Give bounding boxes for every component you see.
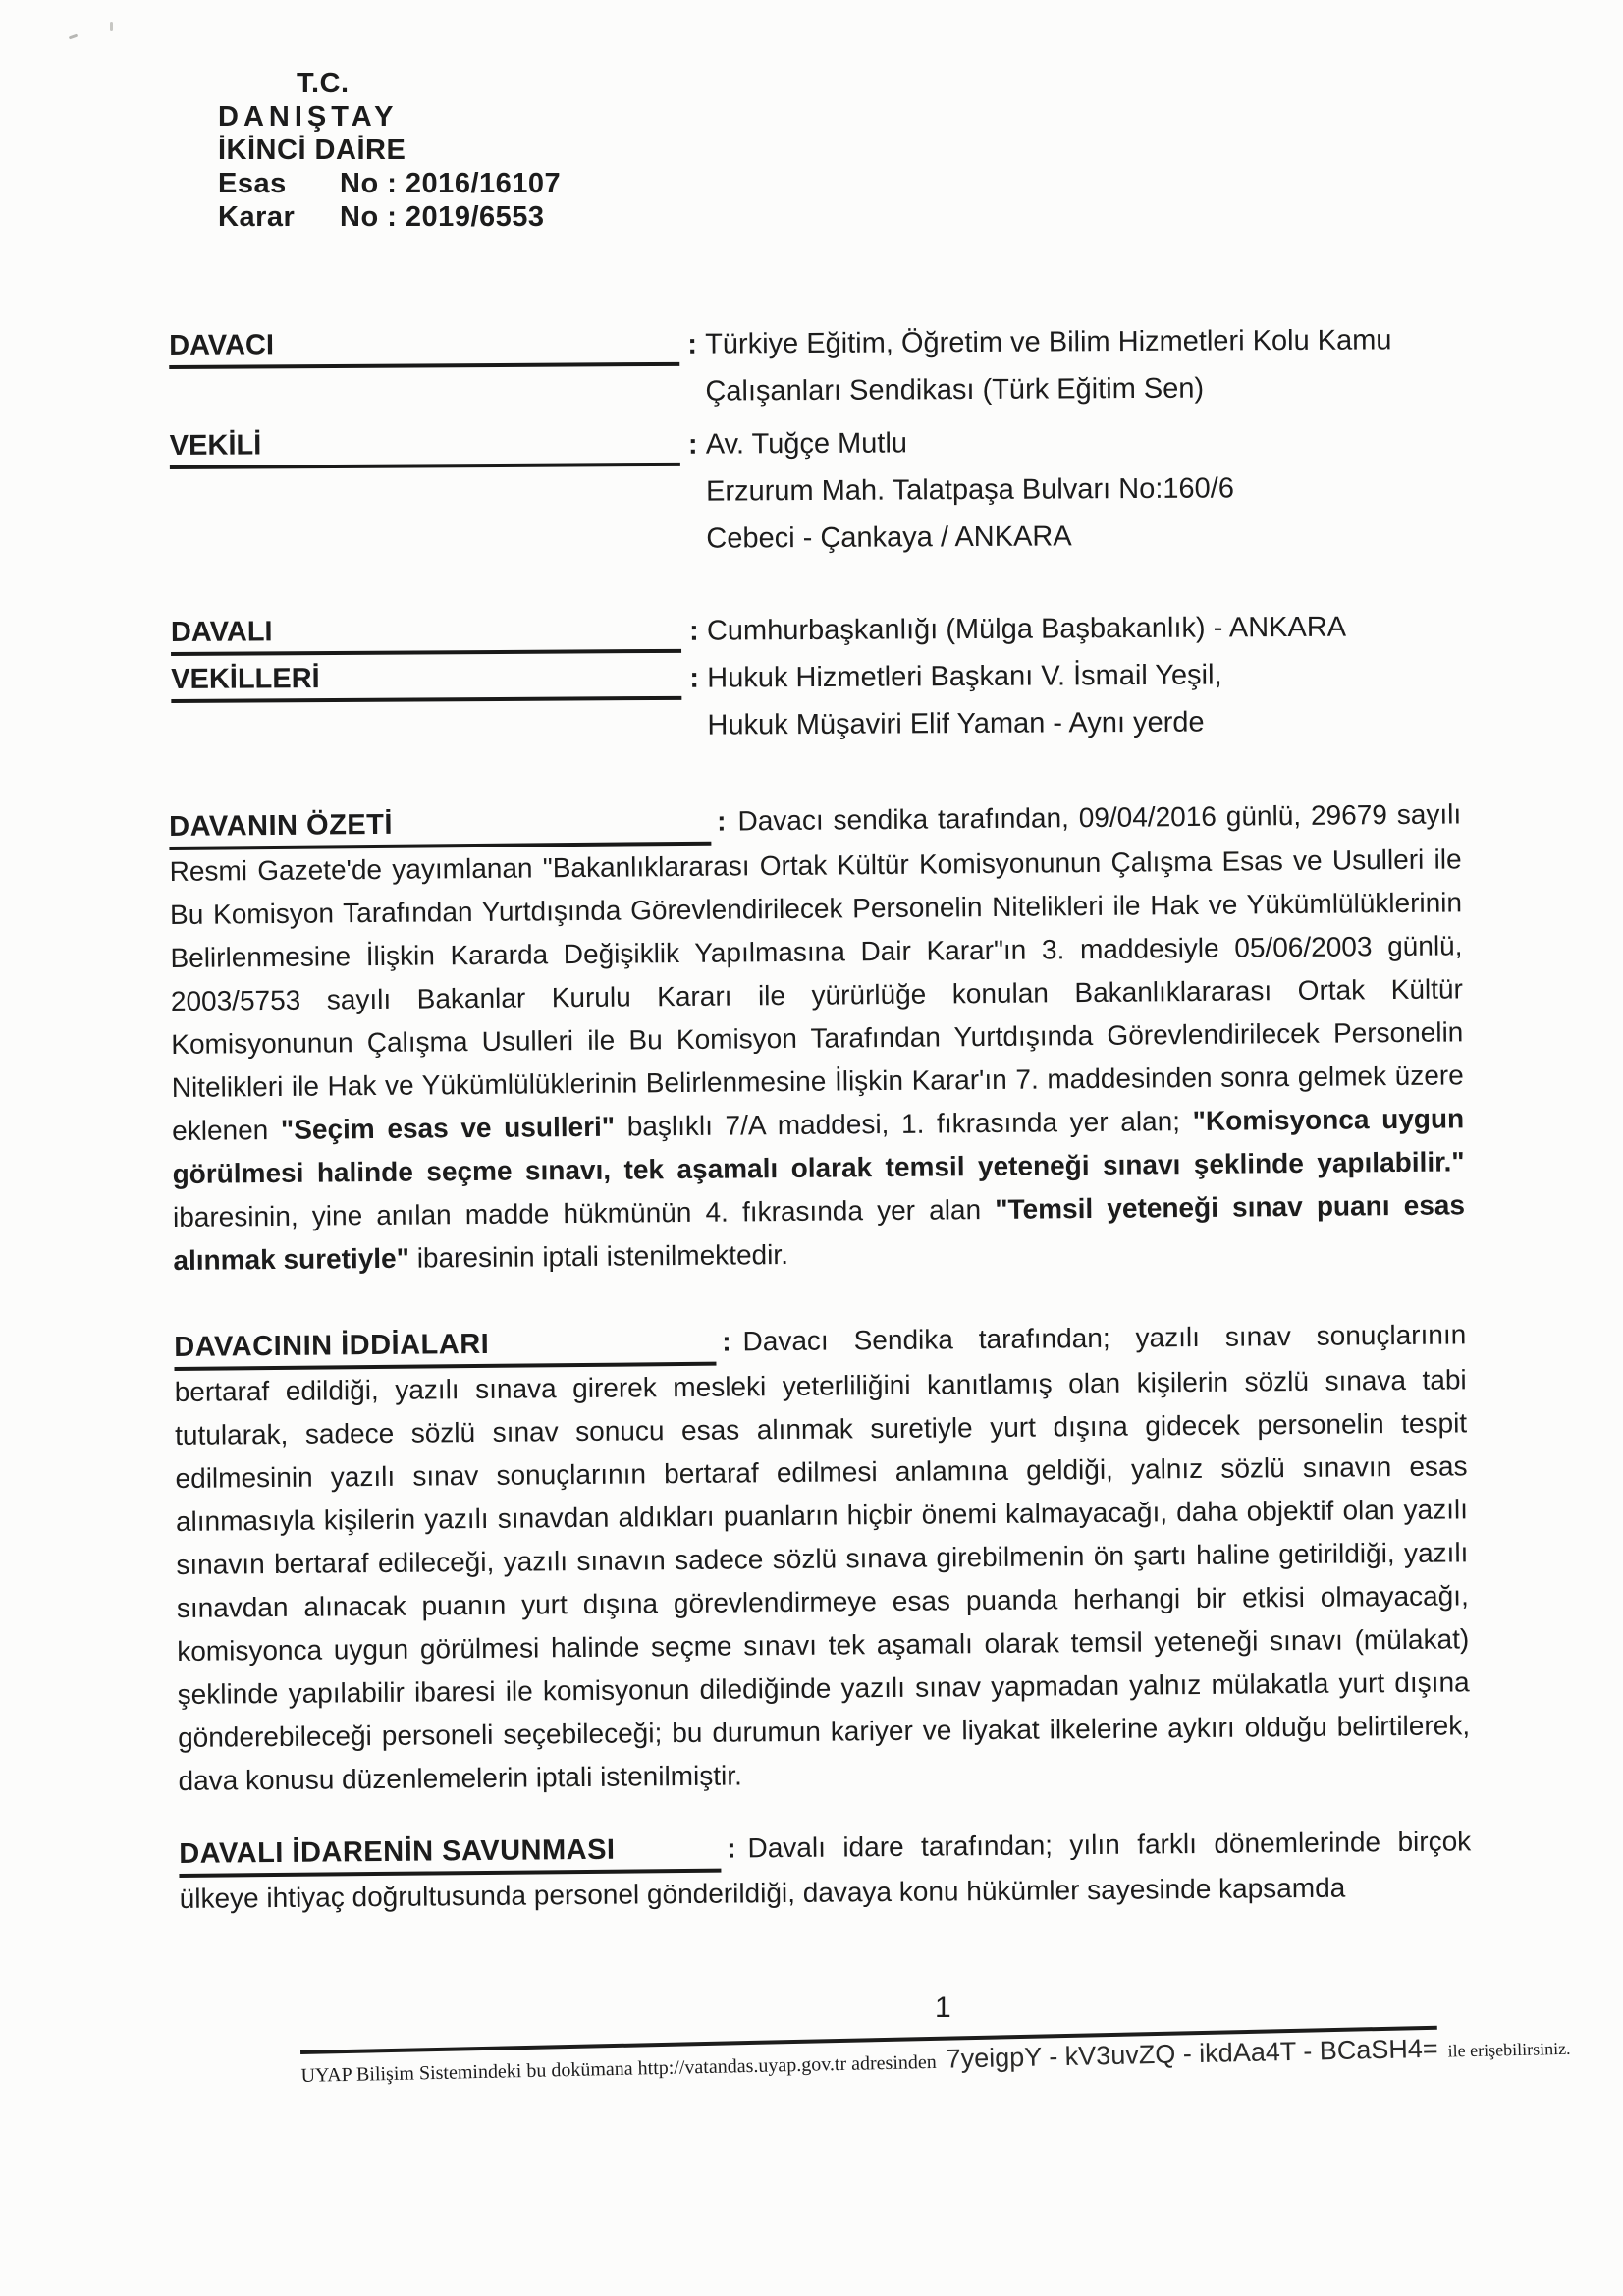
section-colon: : <box>722 1326 731 1357</box>
section-davali-idarenin-savunmasi <box>179 1820 1472 1921</box>
party-label: DAVACI <box>169 321 679 369</box>
section-colon: : <box>717 805 727 837</box>
court-name: DANIŞTAY <box>218 101 399 133</box>
uyap-access-line <box>300 2033 1571 2089</box>
republic-abbr: T.C. <box>297 68 350 99</box>
party-value-line: Cebeci - Çankaya / ANKARA <box>706 520 1072 555</box>
uyap-access-text: UYAP Bilişim Sistemindeki bu dokümana http://vatandas.uyap.gov.tr adresinden <box>300 2050 937 2087</box>
party-row-vekili <box>170 416 1477 566</box>
page-number: 1 <box>935 1992 951 2024</box>
uyap-access-code: 7yeigpY - kV3uvZQ - ikdAa4T - BCaSH4= <box>946 2033 1438 2074</box>
party-value-line: Hukuk Hizmetleri Başkanı V. İsmail Yeşil, <box>707 659 1222 694</box>
party-label: VEKİLİ <box>170 421 680 469</box>
party-value-line: Cumhurbaşkanlığı (Mülga Başbakanlık) - ANKARA <box>706 611 1347 647</box>
party-row-davaci <box>169 316 1476 418</box>
party-value <box>707 604 1346 655</box>
party-value <box>707 651 1222 748</box>
party-row-vekilleri <box>171 650 1478 752</box>
karar-row <box>218 200 561 234</box>
party-value-line: Hukuk Müşaviri Elif Yaman - Aynı yerde <box>707 706 1205 741</box>
party-value-line: Çalışanları Sendikası (Türk Eğitim Sen) <box>705 372 1205 408</box>
section-label: DAVALI İDARENİN SAVUNMASI <box>179 1830 721 1878</box>
chamber-name: İKİNCİ DAİRE <box>218 135 406 166</box>
parties-block <box>169 316 1478 752</box>
scan-speck <box>110 22 113 31</box>
party-colon: : <box>687 428 698 461</box>
party-colon: : <box>688 615 699 647</box>
section-davanin-ozeti <box>169 793 1466 1283</box>
esas-label: Esas <box>218 168 287 199</box>
section-body: Davacı sendika tarafından, 09/04/2016 günlü, 29679 sayılı Resmi Gazete'de yayımlanan "Bakanlıklararası Ortak Kültür Komisyonunun Çalışma Esas ve Usulleri ile Bu Komisyon Tarafından Yurtdışında Görevlendirilecek Personelin Nitelikleri ile Hak ve Yükümlülüklerinin Belirlenmesine İlişkin Kararda Değişiklik Yapılmasına Dair Karar"ın 3. maddesiyle 05/06/2003 günlü, 2003/5753 sayılı Bakanlar Kurulu Kararı ile yürürlüğe konulan Bakanlıklararası Ortak Kültür Komisyonunun Çalışma Usulleri ile Bu Komisyon Tarafından Yurtdışında Görevlendirilecek Personelin Nitelikleri ile Hak ve Yükümlülüklerinin Belirlenmesine İlişkin Karar'ın 7. maddesinden sonra gelmek üzere eklenen "Seçim esas ve usulleri" başlıklı 7/A maddesi, 1. fıkrasında yer alan; "Komisyonca uygun görülmesi halinde seçme sınavı, tek aşamalı olarak temsil yeteneği sınavı şeklinde yapılabilir." ibaresinin, yine anılan madde hükmünün 4. fıkrasında yer alan "Temsil yeteneği sınav puanı esas alınmak suretiyle" ibaresinin iptali istenilmektedir. <box>169 798 1466 1276</box>
section-label: DAVANIN ÖZETİ <box>169 802 711 850</box>
party-value-line: Av. Tuğçe Mutlu <box>705 427 908 461</box>
karar-label: Karar <box>218 201 296 233</box>
esas-row <box>218 167 561 200</box>
uyap-footer <box>300 2026 1571 2089</box>
section-davacinin-iddialari <box>174 1313 1471 1803</box>
section-label: DAVACININ İDDİALARI <box>174 1323 716 1371</box>
section-colon: : <box>727 1832 736 1864</box>
party-value <box>706 417 1235 562</box>
party-label: VEKİLLERİ <box>171 655 681 703</box>
party-value-line: Erzurum Mah. Talatpaşa Bulvarı No:160/6 <box>705 472 1234 508</box>
karar-value: No : 2019/6553 <box>340 201 545 233</box>
party-colon: : <box>689 662 700 694</box>
uyap-access-suffix: ile erişebilirsiniz. <box>1447 2038 1571 2061</box>
court-header <box>218 67 561 234</box>
party-value <box>705 316 1392 414</box>
party-row-davali <box>171 603 1477 658</box>
case-sections <box>169 793 1472 1921</box>
party-value-line: Türkiye Eğitim, Öğretim ve Bilim Hizmetleri Kolu Kamu <box>705 324 1392 360</box>
scan-speck <box>69 34 78 40</box>
section-body: Davalı idare tarafından; yılın farklı dönemlerinde birçok ülkeye ihtiyaç doğrultusunda personel gönderildiği, davaya konu hükümler sayesinde kapsamda <box>179 1826 1472 1914</box>
party-label: DAVALI <box>171 608 681 656</box>
esas-value: No : 2016/16107 <box>340 168 562 199</box>
section-body: Davacı Sendika tarafından; yazılı sınav sonuçlarının bertaraf edildiği, yazılı sınava girerek mesleki yeterliliğini kanıtlamış olan kişilerin sözlü sınava tabi tutularak, sadece sözlü sınav sonucu esas alınmak suretiyle yurt dışına gidecek personelin tespit edilmesinin yazılı sınav sonuçlarının bertaraf edilmesi anlamına geldiği, yalnız sözlü sınavın esas alınmasıyla kişilerin yazılı sınavdan aldıkları puanların hiçbir önemi kalmayacağı, daha objektif olan yazılı sınavın bertaraf edileceği, yazılı sınavın sadece sözlü sınava girebilmenin ön şartı haline getirildiği, yazılı sınavdan alınacak puanın yurt dışına görevlendirmeye esas puanda herhangi bir etkisi olmayacağı, komisyonca uygun görülmesi halinde seçme sınavı tek aşamalı olarak temsil yeteneği sınavı (mülakat) şeklinde yapılabilir ibaresi ile komisyonun dilediğinde yazılı sınav yapmadan yalnız mülakatla yurt dışına gönderebileceği personeli seçebileceği; bu durumun kariyer ve liyakat ilkelerine aykırı olduğu belirtilerek, dava konusu düzenlemelerin iptali istenilmiştir. <box>174 1319 1471 1796</box>
party-colon: : <box>687 328 698 360</box>
